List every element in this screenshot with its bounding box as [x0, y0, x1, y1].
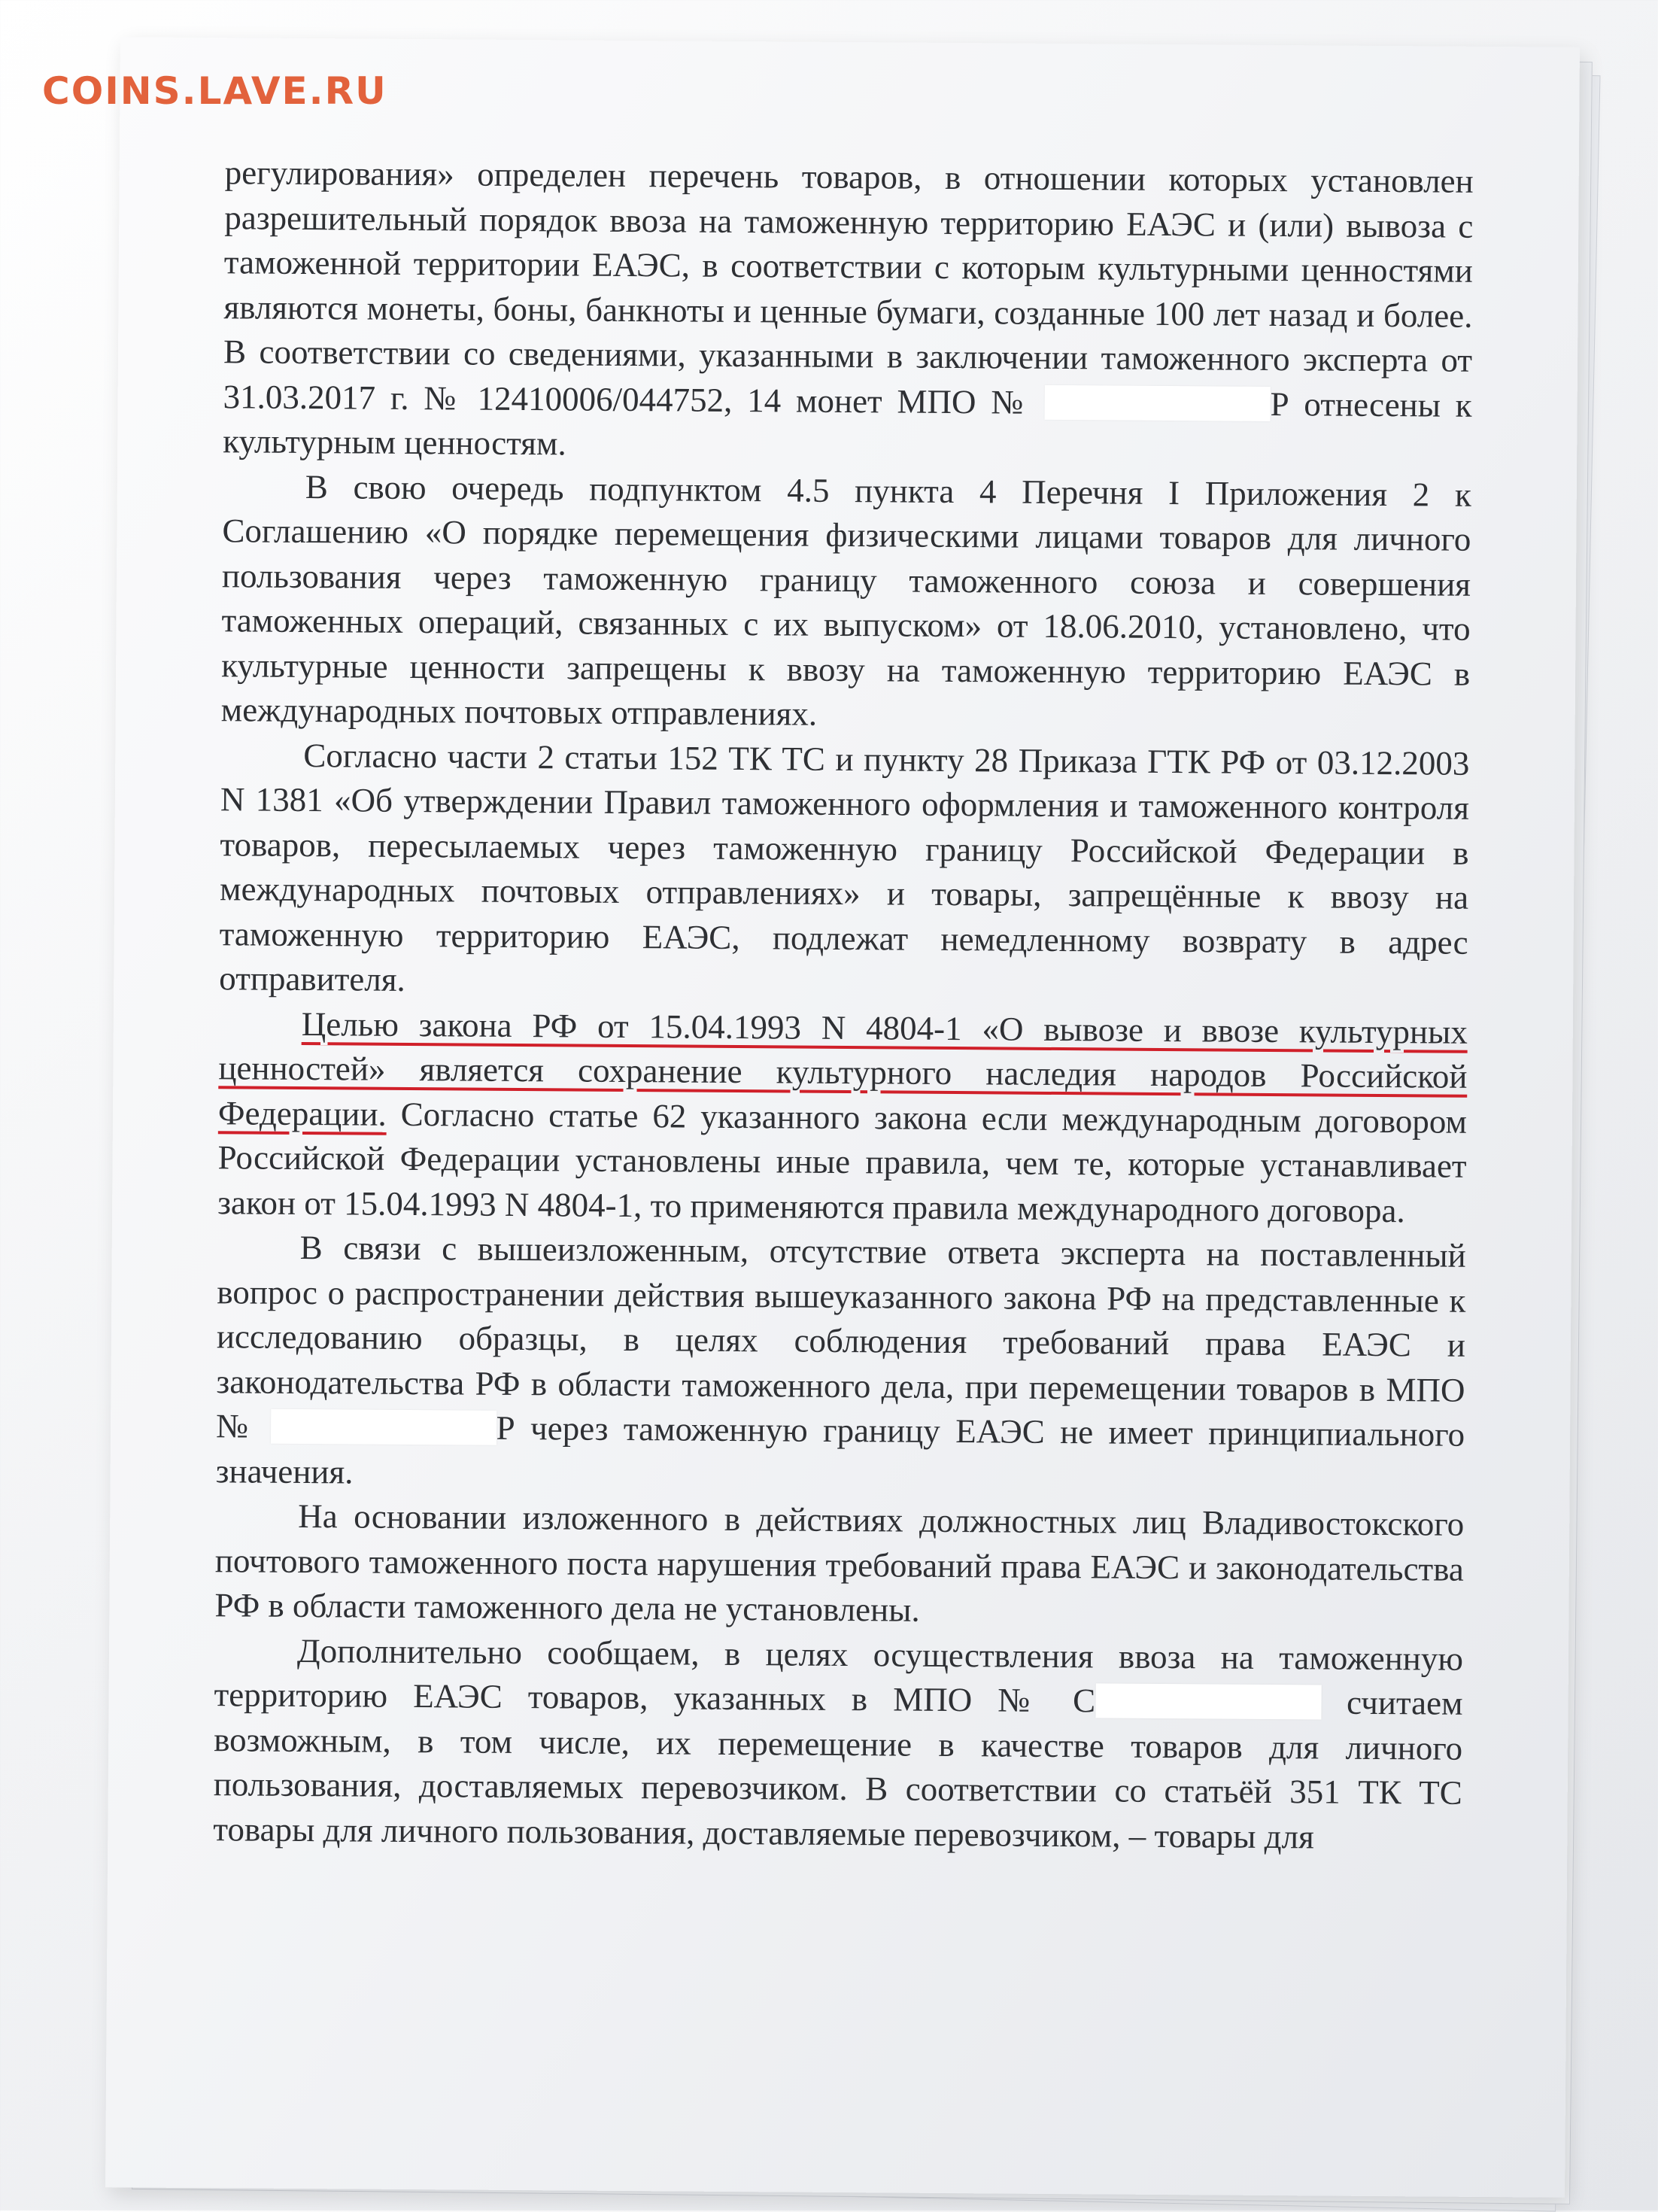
paragraph-7	[213, 1628, 1463, 1861]
watermark: COINS.LAVE.RU	[42, 69, 387, 113]
paragraph-1-text-end: Р отнесены к культурным ценностям.	[223, 384, 1472, 463]
paragraph-7-text-end: считаем возможным, в том числе, их перемещение в качестве товаров для личного пользования, доставляемых перевозчиком. В соответствии со статьёй 351 ТК ТС товары для личного пользования, доставляемые перевозчиком, – товары для	[213, 1683, 1463, 1855]
paragraph-4	[217, 1001, 1468, 1234]
document-body	[213, 150, 1474, 1861]
paragraph-6: На основании изложенного в действиях должностных лиц Владивостокского почтового таможенного поста нарушения требований права ЕАЭС и законодательства РФ в области таможенного дела не установлены.	[214, 1496, 1465, 1629]
paragraph-1	[223, 150, 1474, 472]
redaction-box	[1044, 384, 1270, 421]
red-underlined-text: Целью закона РФ от 15.04.1993 N 4804-1 «О вывозе и ввозе культурных ценностей» является сохранение культурного наследия народов Российской Федерации.	[217, 1004, 1468, 1133]
paragraph-5	[215, 1225, 1465, 1503]
paragraph-2: В свою очередь подпунктом 4.5 пункта 4 Перечня I Приложения 2 к Соглашению «О порядке перемещения физическими лицами товаров для личного пользования через таможенную границу таможенного союза и совершения таможенных операций, связанных с их выпуском» от 18.06.2010, установлено, что культурные ценности запрещены к ввозу на таможенную территорию ЕАЭС в международных почтовых отправлениях.	[220, 467, 1471, 733]
paragraph-7-text: Дополнительно сообщаем, в целях осуществления ввоза на таможенную территорию ЕАЭС товаров, указанных в МПО № С	[214, 1631, 1464, 1720]
redaction-box	[270, 1409, 496, 1445]
paragraph-5-text: В связи с вышеизложенным, отсутствие ответа эксперта на поставленный вопрос о распространении действия вышеуказанного закона РФ на представленные к исследованию образцы, в целях соблюдения требований права ЕАЭС и законодательства РФ в области таможенного дела, при перемещении товаров в МПО №	[215, 1228, 1466, 1445]
paragraph-5-text-end: Р через таможенную границу ЕАЭС не имеет принципиального значения.	[215, 1408, 1465, 1490]
document-page	[105, 37, 1580, 2197]
paragraph-1-text: регулирования» определен перечень товаров, в отношении которых установлен разрешительный порядок ввоза на таможенную территорию ЕАЭС и (или) вывоза с таможенной территории ЕАЭС, в соответствии с которым культурными ценностями являются монеты, боны, банкноты и ценные бумаги, созданные 100 лет назад и более. В соответствии со сведениями, указанными в заключении таможенного эксперта от 31.03.2017 г. № 12410006/044752, 14 монет МПО №	[223, 153, 1474, 421]
paragraph-4-text: Согласно статье 62 указанного закона если международным договором Российской Федерации установлены иные правила, чем те, которые устанавливает закон от 15.04.1993 N 4804-1, то применяются правила международного договора.	[217, 1095, 1468, 1229]
paragraph-3: Согласно части 2 статьи 152 ТК ТС и пункту 28 Приказа ГТК РФ от 03.12.2003 N 1381 «Об утверждении Правил таможенного оформления и таможенного контроля товаров, пересылаемых через таможенную границу Российской Федерации в международных почтовых отправлениях» и товары, запрещённые к ввозу на таможенную территорию ЕАЭС, подлежат немедленному возврату в адрес отправителя.	[219, 736, 1470, 998]
redaction-box	[1095, 1683, 1321, 1719]
